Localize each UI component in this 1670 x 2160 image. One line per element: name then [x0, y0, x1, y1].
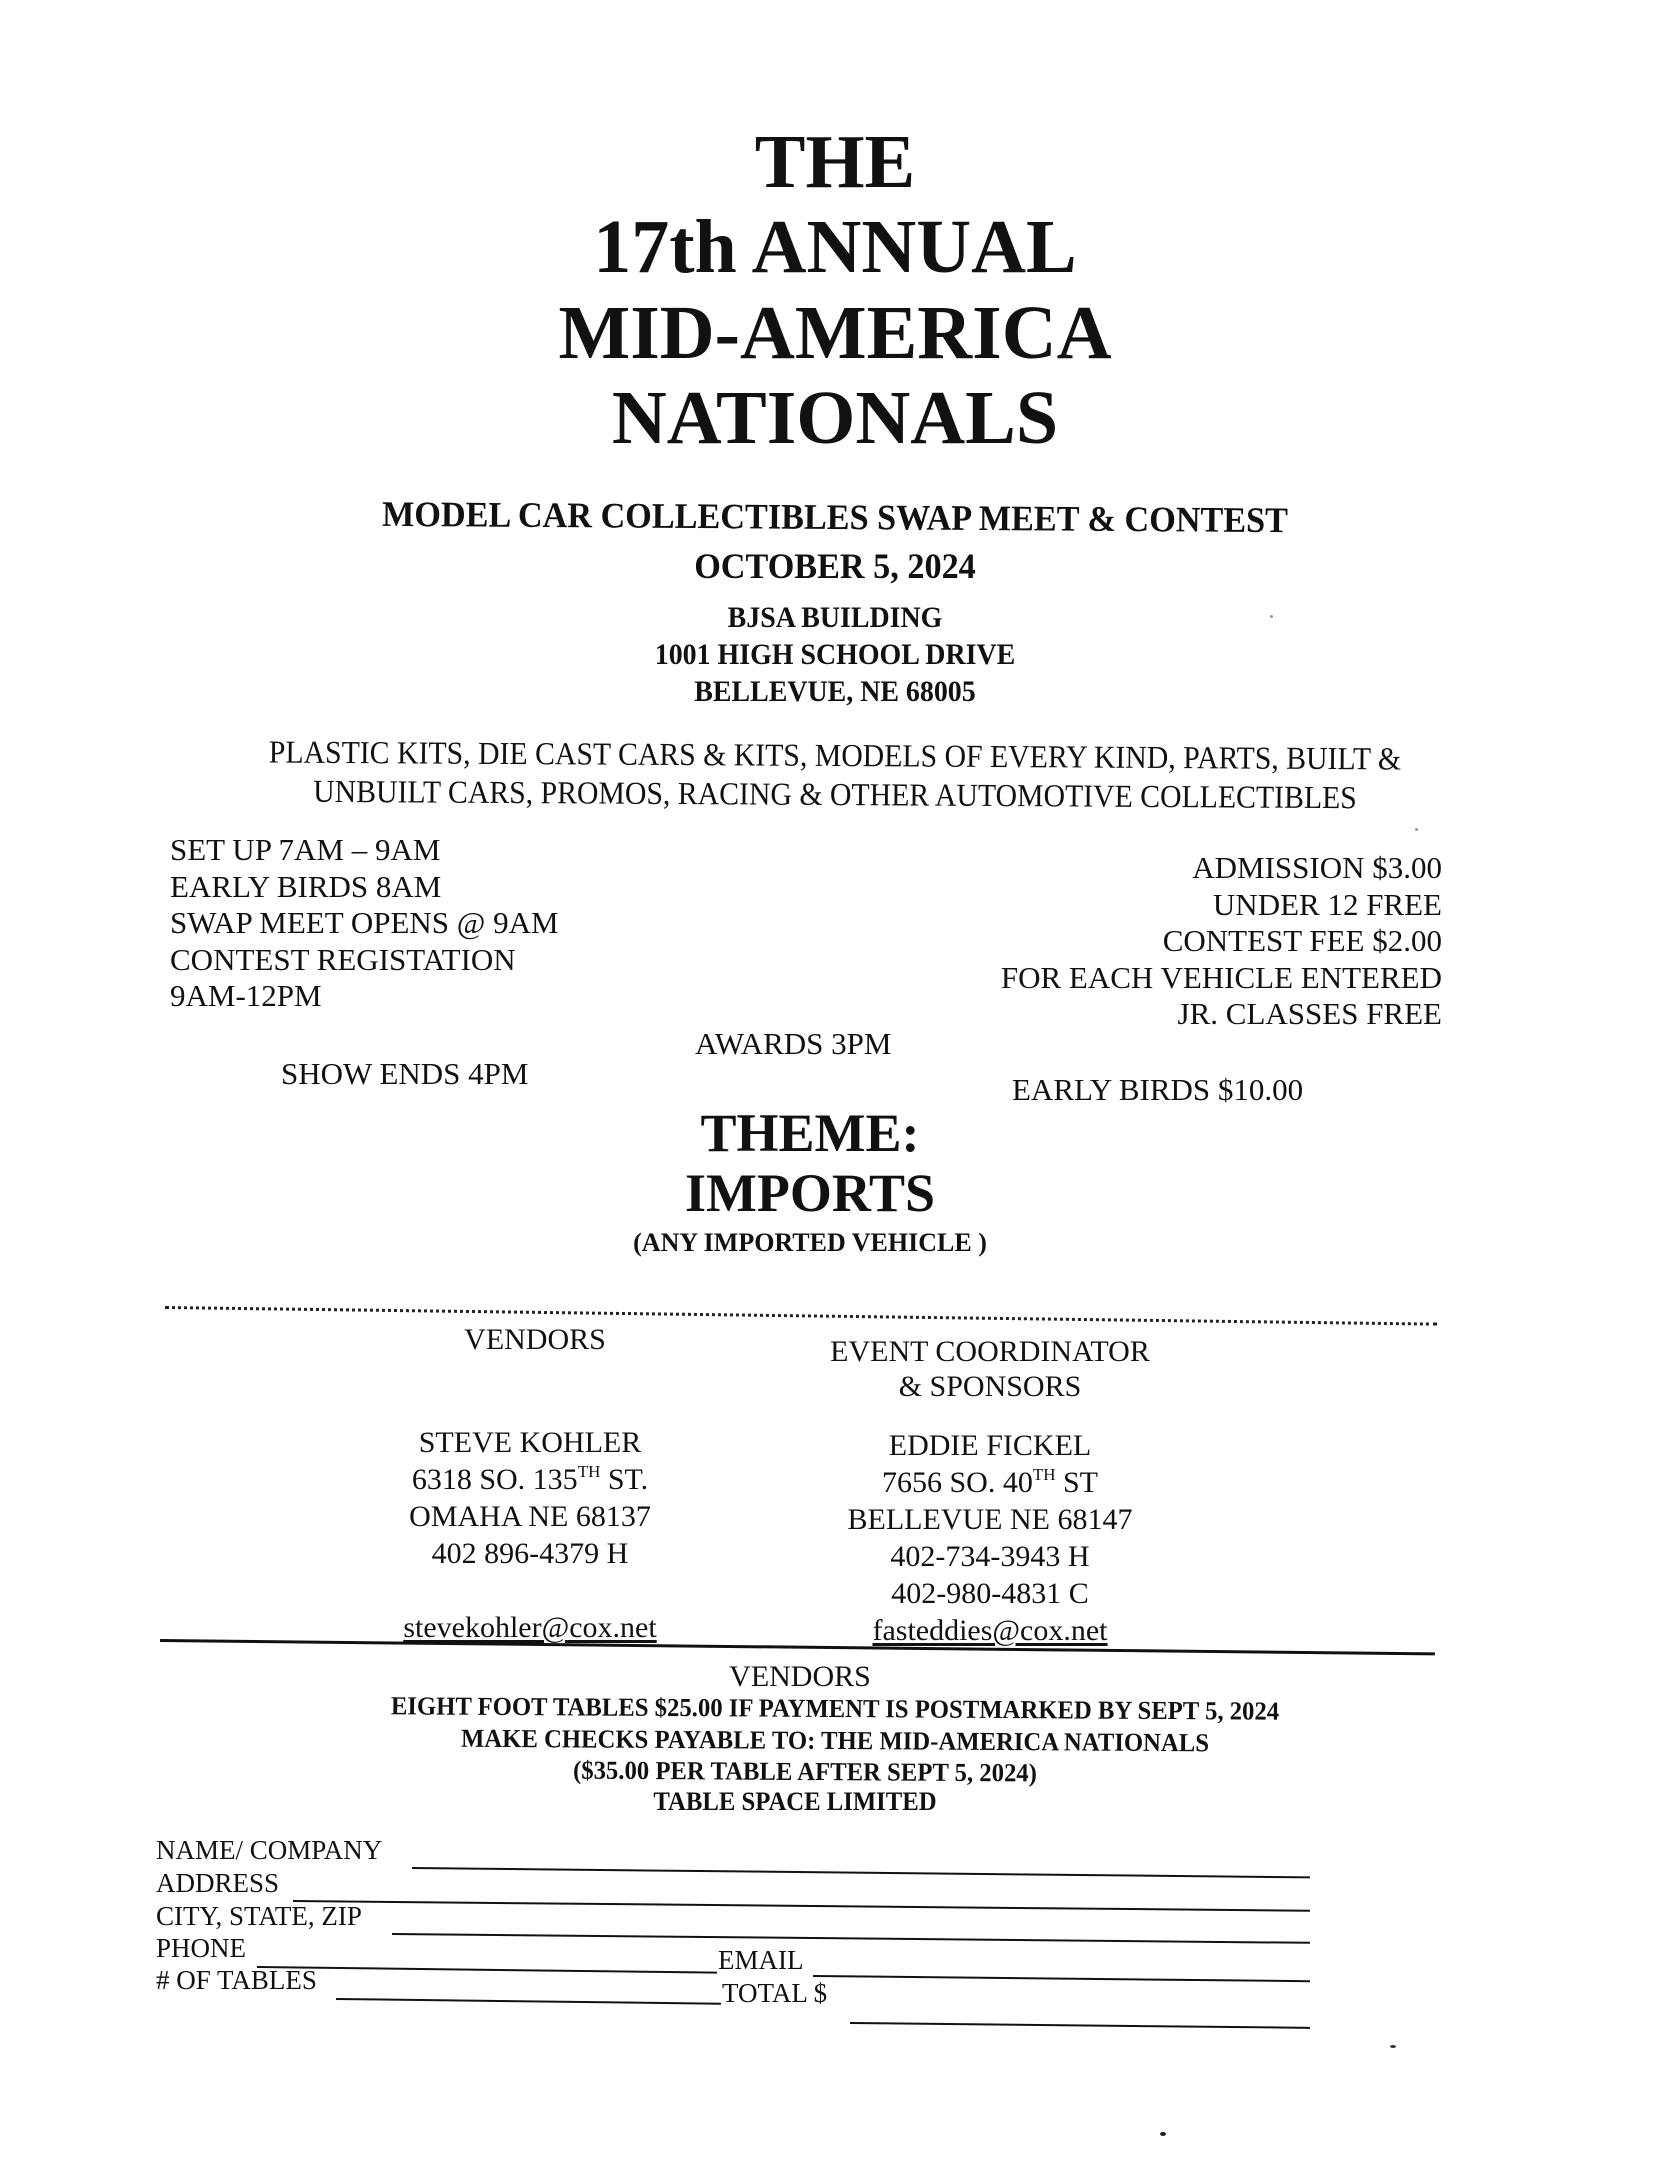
- vendor-info-heading: VENDORS: [729, 1660, 871, 1693]
- vendor-contact-name: STEVE KOHLER: [418, 1426, 642, 1459]
- vendor-contact-city: OMAHA NE 68137: [409, 1500, 651, 1533]
- scan-artifact: [1390, 2045, 1396, 2048]
- awards-time: AWARDS 3PM: [695, 1026, 892, 1061]
- vendor-contact-email-link[interactable]: stevekohler@cox.net: [403, 1611, 657, 1644]
- vendors-heading: VENDORS: [464, 1323, 606, 1356]
- vendor-contact-street: 6318 SO. 135TH ST.: [411, 1462, 649, 1496]
- coordinator-heading-line-1: EVENT COORDINATOR: [830, 1335, 1150, 1368]
- coordinator-contact-city: BELLEVUE NE 68147: [847, 1503, 1133, 1536]
- event-subtitle: MODEL CAR COLLECTIBLES SWAP MEET & CONTEST: [381, 493, 1289, 541]
- city-state-zip-label: CITY, STATE, ZIP: [156, 1901, 362, 1931]
- total-field[interactable]: [850, 2022, 1310, 2029]
- city-state-zip-field[interactable]: [392, 1933, 1310, 1944]
- coordinator-contact-email-link[interactable]: fasteddies@cox.net: [872, 1614, 1108, 1647]
- title-line-2: 17th ANNUAL: [593, 205, 1077, 289]
- venue-street: 1001 HIGH SCHOOL DRIVE: [654, 638, 1016, 671]
- vendor-contact-card: [380, 1424, 680, 1646]
- total-label: TOTAL $: [722, 1978, 828, 2008]
- coordinator-contact-phone-home: 402-734-3943 H: [890, 1540, 1090, 1573]
- show-ends-time: SHOW ENDS 4PM: [281, 1056, 529, 1091]
- venue-name: BJSA BUILDING: [727, 601, 943, 634]
- title-line-3: MID-AMERICA: [558, 291, 1112, 375]
- phone-field[interactable]: [257, 1966, 717, 1974]
- scan-artifact: [1270, 615, 1273, 618]
- num-tables-field[interactable]: [336, 1998, 721, 2005]
- theme-note: (ANY IMPORTED VEHICLE ): [633, 1228, 987, 1257]
- vendor-contact-phone: 402 896-4379 H: [431, 1537, 629, 1570]
- vendor-info-table-price: EIGHT FOOT TABLES $25.00 IF PAYMENT IS POSTMARKED BY SEPT 5, 2024: [390, 1691, 1280, 1726]
- name-company-label: NAME/ COMPANY: [156, 1835, 383, 1865]
- items-offered-line-2: UNBUILT CARS, PROMOS, RACING & OTHER AUTOMOTIVE COLLECTIBLES: [313, 772, 1357, 816]
- num-tables-label: # OF TABLES: [156, 1965, 317, 1995]
- items-offered-line-1: PLASTIC KITS, DIE CAST CARS & KITS, MODELS OF EVERY KIND, PARTS, BUILT &: [268, 733, 1402, 777]
- coordinator-contact-card: [820, 1427, 1160, 1649]
- schedule-contest-registration: CONTEST REGISTATION: [170, 941, 516, 977]
- solid-divider: [160, 1639, 1435, 1655]
- phone-label: PHONE: [156, 1933, 247, 1963]
- fee-contest: CONTEST FEE $2.00: [1162, 923, 1442, 958]
- scan-artifact: [1160, 2132, 1166, 2136]
- event-date: OCTOBER 5, 2024: [694, 546, 976, 586]
- fee-jr-classes: JR. CLASSES FREE: [1177, 996, 1442, 1031]
- vendor-info-checks-payable: MAKE CHECKS PAYABLE TO: THE MID-AMERICA NATIONALS: [460, 1723, 1210, 1758]
- theme-value: IMPORTS: [684, 1163, 936, 1223]
- dashed-divider: [165, 1306, 1437, 1326]
- schedule-block: [170, 832, 559, 1015]
- name-company-field[interactable]: [412, 1867, 1310, 1878]
- fee-early-birds: EARLY BIRDS $10.00: [1012, 1072, 1304, 1107]
- schedule-swap-meet-opens: SWAP MEET OPENS @ 9AM: [170, 905, 559, 940]
- schedule-setup: SET UP 7AM – 9AM: [170, 832, 441, 867]
- fee-under-12: UNDER 12 FREE: [1212, 886, 1442, 922]
- fee-admission: ADMISSION $3.00: [1192, 850, 1442, 885]
- address-label: ADDRESS: [156, 1868, 280, 1898]
- title-line-4: NATIONALS: [611, 376, 1059, 460]
- schedule-contest-registration-time: 9AM-12PM: [170, 978, 322, 1013]
- coordinator-contact-phone-cell: 402-980-4831 C: [891, 1577, 1089, 1610]
- venue-city: BELLEVUE, NE 68005: [694, 675, 976, 708]
- address-field[interactable]: [293, 1900, 1310, 1912]
- title-line-1: THE: [754, 120, 916, 204]
- schedule-early-birds: EARLY BIRDS 8AM: [170, 868, 442, 904]
- coordinator-contact-street: 7656 SO. 40TH ST: [881, 1465, 1099, 1499]
- scan-artifact: [1415, 828, 1418, 831]
- coordinator-contact-name: EDDIE FICKEL: [888, 1429, 1092, 1462]
- vendor-info-late-price: ($35.00 PER TABLE AFTER SEPT 5, 2024): [572, 1755, 1038, 1788]
- email-label: EMAIL: [718, 1945, 804, 1975]
- vendor-info-space-limited: TABLE SPACE LIMITED: [653, 1787, 937, 1816]
- fees-block: [1001, 850, 1442, 1033]
- coordinator-heading-line-2: & SPONSORS: [898, 1370, 1082, 1403]
- fee-contest-note: FOR EACH VEHICLE ENTERED: [1000, 959, 1442, 995]
- email-field[interactable]: [813, 1975, 1310, 1982]
- theme-label: THEME:: [700, 1103, 920, 1163]
